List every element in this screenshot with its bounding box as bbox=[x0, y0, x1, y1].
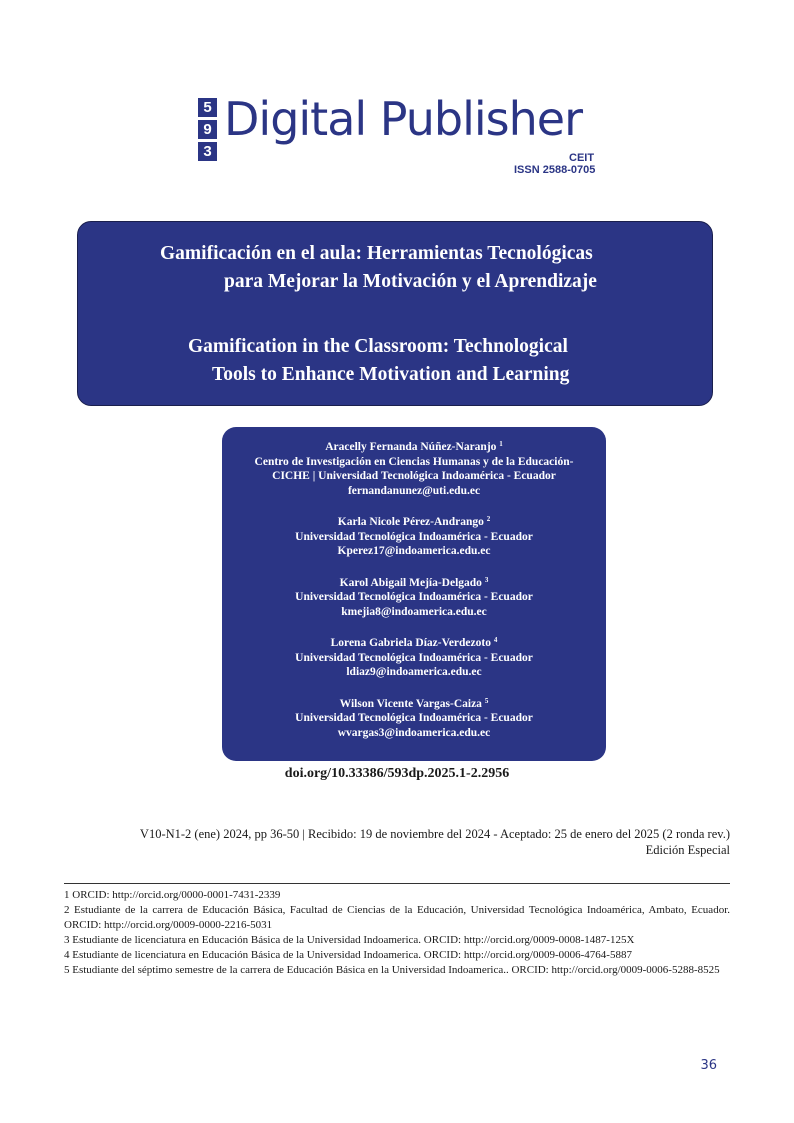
authors-box bbox=[222, 427, 606, 761]
author-footnote-marker: 3 bbox=[484, 575, 489, 584]
author-affiliation: Centro de Investigación en Ciencias Humanas y de la Educación- bbox=[254, 455, 574, 468]
footnote-divider bbox=[64, 883, 730, 884]
author-email: wvargas3@indoamerica.edu.ec bbox=[337, 726, 491, 739]
author-affiliation: Universidad Tecnológica Indoamérica - Ecuador bbox=[295, 712, 533, 724]
author-block bbox=[232, 697, 596, 741]
author-footnote-marker: 5 bbox=[484, 696, 489, 705]
author-email: Kperez17@indoamerica.edu.ec bbox=[337, 545, 491, 557]
author-footnote-marker: 1 bbox=[499, 440, 503, 448]
logo-digit: 5 bbox=[198, 98, 217, 117]
author-block bbox=[232, 636, 596, 680]
author-email: fernandanunez@uti.edu.ec bbox=[347, 484, 481, 497]
edition-label: Edición Especial bbox=[645, 843, 730, 857]
footnote: 5 Estudiante del séptimo semestre de la carrera de Educación Básica en la Universidad Indoamerica.. ORCID: http://orcid.org/0009-0006-5288-8525 bbox=[64, 964, 720, 976]
author-block bbox=[232, 576, 596, 620]
author-name: Karla Nicole Pérez-Andrango bbox=[337, 516, 484, 528]
author-email: kmejia8@indoamerica.edu.ec bbox=[341, 605, 487, 618]
logo-digit-column bbox=[198, 98, 218, 164]
footnote: 3 Estudiante de licenciatura en Educación Básica de la Universidad Indoamerica. ORCID: http://orcid.org/0009-0008-1487-125X bbox=[64, 934, 635, 946]
author-affiliation: Universidad Tecnológica Indoamérica - Ecuador bbox=[295, 651, 533, 664]
journal-logo bbox=[198, 92, 618, 180]
footnote: 4 Estudiante de licenciatura en Educación Básica de la Universidad Indoamerica. ORCID: http://orcid.org/0009-0006-4764-5887 bbox=[64, 949, 632, 961]
author-name: Karol Abigail Mejía-Delgado bbox=[339, 576, 482, 589]
author-affiliation: Universidad Tecnológica Indoamérica - Ecuador bbox=[295, 591, 533, 603]
author-name: Aracelly Fernanda Núñez-Naranjo bbox=[325, 441, 497, 453]
author-affiliation: CICHE | Universidad Tecnológica Indoamérica - Ecuador bbox=[272, 470, 556, 482]
author-footnote-marker: 4 bbox=[493, 636, 498, 644]
logo-issn: ISSN 2588-0705 bbox=[514, 164, 596, 176]
logo-digit: 9 bbox=[198, 120, 217, 139]
author-affiliation: Universidad Tecnológica Indoamérica - Ecuador bbox=[295, 530, 533, 543]
publication-dates: V10-N1-2 (ene) 2024, pp 36-50 | Recibido: 19 de noviembre del 2024 - Aceptado: 25 de enero del 2025 (2 ronda rev.) bbox=[139, 827, 730, 841]
publication-meta bbox=[140, 826, 730, 858]
author-block bbox=[232, 440, 596, 498]
title-spanish-line-2: para Mejorar la Motivación y el Aprendizaje bbox=[224, 271, 597, 292]
footnote: 1 ORCID: http://orcid.org/0000-0001-7431-2339 bbox=[64, 889, 281, 901]
doi-link[interactable]: doi.org/10.33386/593dp.2025.1-2.2956 bbox=[284, 766, 510, 781]
author-name: Lorena Gabriela Díaz-Verdezoto bbox=[330, 637, 491, 649]
author-email: ldiaz9@indoamerica.edu.ec bbox=[346, 666, 482, 678]
page-number: 36 bbox=[700, 1058, 717, 1073]
author-block bbox=[232, 515, 596, 559]
footnote: 2 Estudiante de la carrera de Educación Básica, Facultad de Ciencias de la Educación, Universidad Tecnológica Indoamérica, Ambato, Ecuador. ORCID: http://orcid.org/0009-0000-2216-5031 bbox=[64, 904, 730, 931]
title-spanish-line-1: Gamificación en el aula: Herramientas Tecnológicas bbox=[160, 243, 593, 264]
title-box bbox=[77, 221, 713, 406]
logo-digit: 3 bbox=[198, 142, 217, 161]
footnotes bbox=[64, 888, 730, 978]
title-english-line-1: Gamification in the Classroom: Technological bbox=[188, 336, 568, 357]
logo-ceit: CEIT bbox=[569, 152, 595, 164]
logo-name: Digital Publisher bbox=[224, 92, 582, 146]
author-name: Wilson Vicente Vargas-Caiza bbox=[339, 697, 482, 710]
author-footnote-marker: 2 bbox=[486, 515, 491, 523]
title-english-line-2: Tools to Enhance Motivation and Learning bbox=[212, 364, 570, 385]
